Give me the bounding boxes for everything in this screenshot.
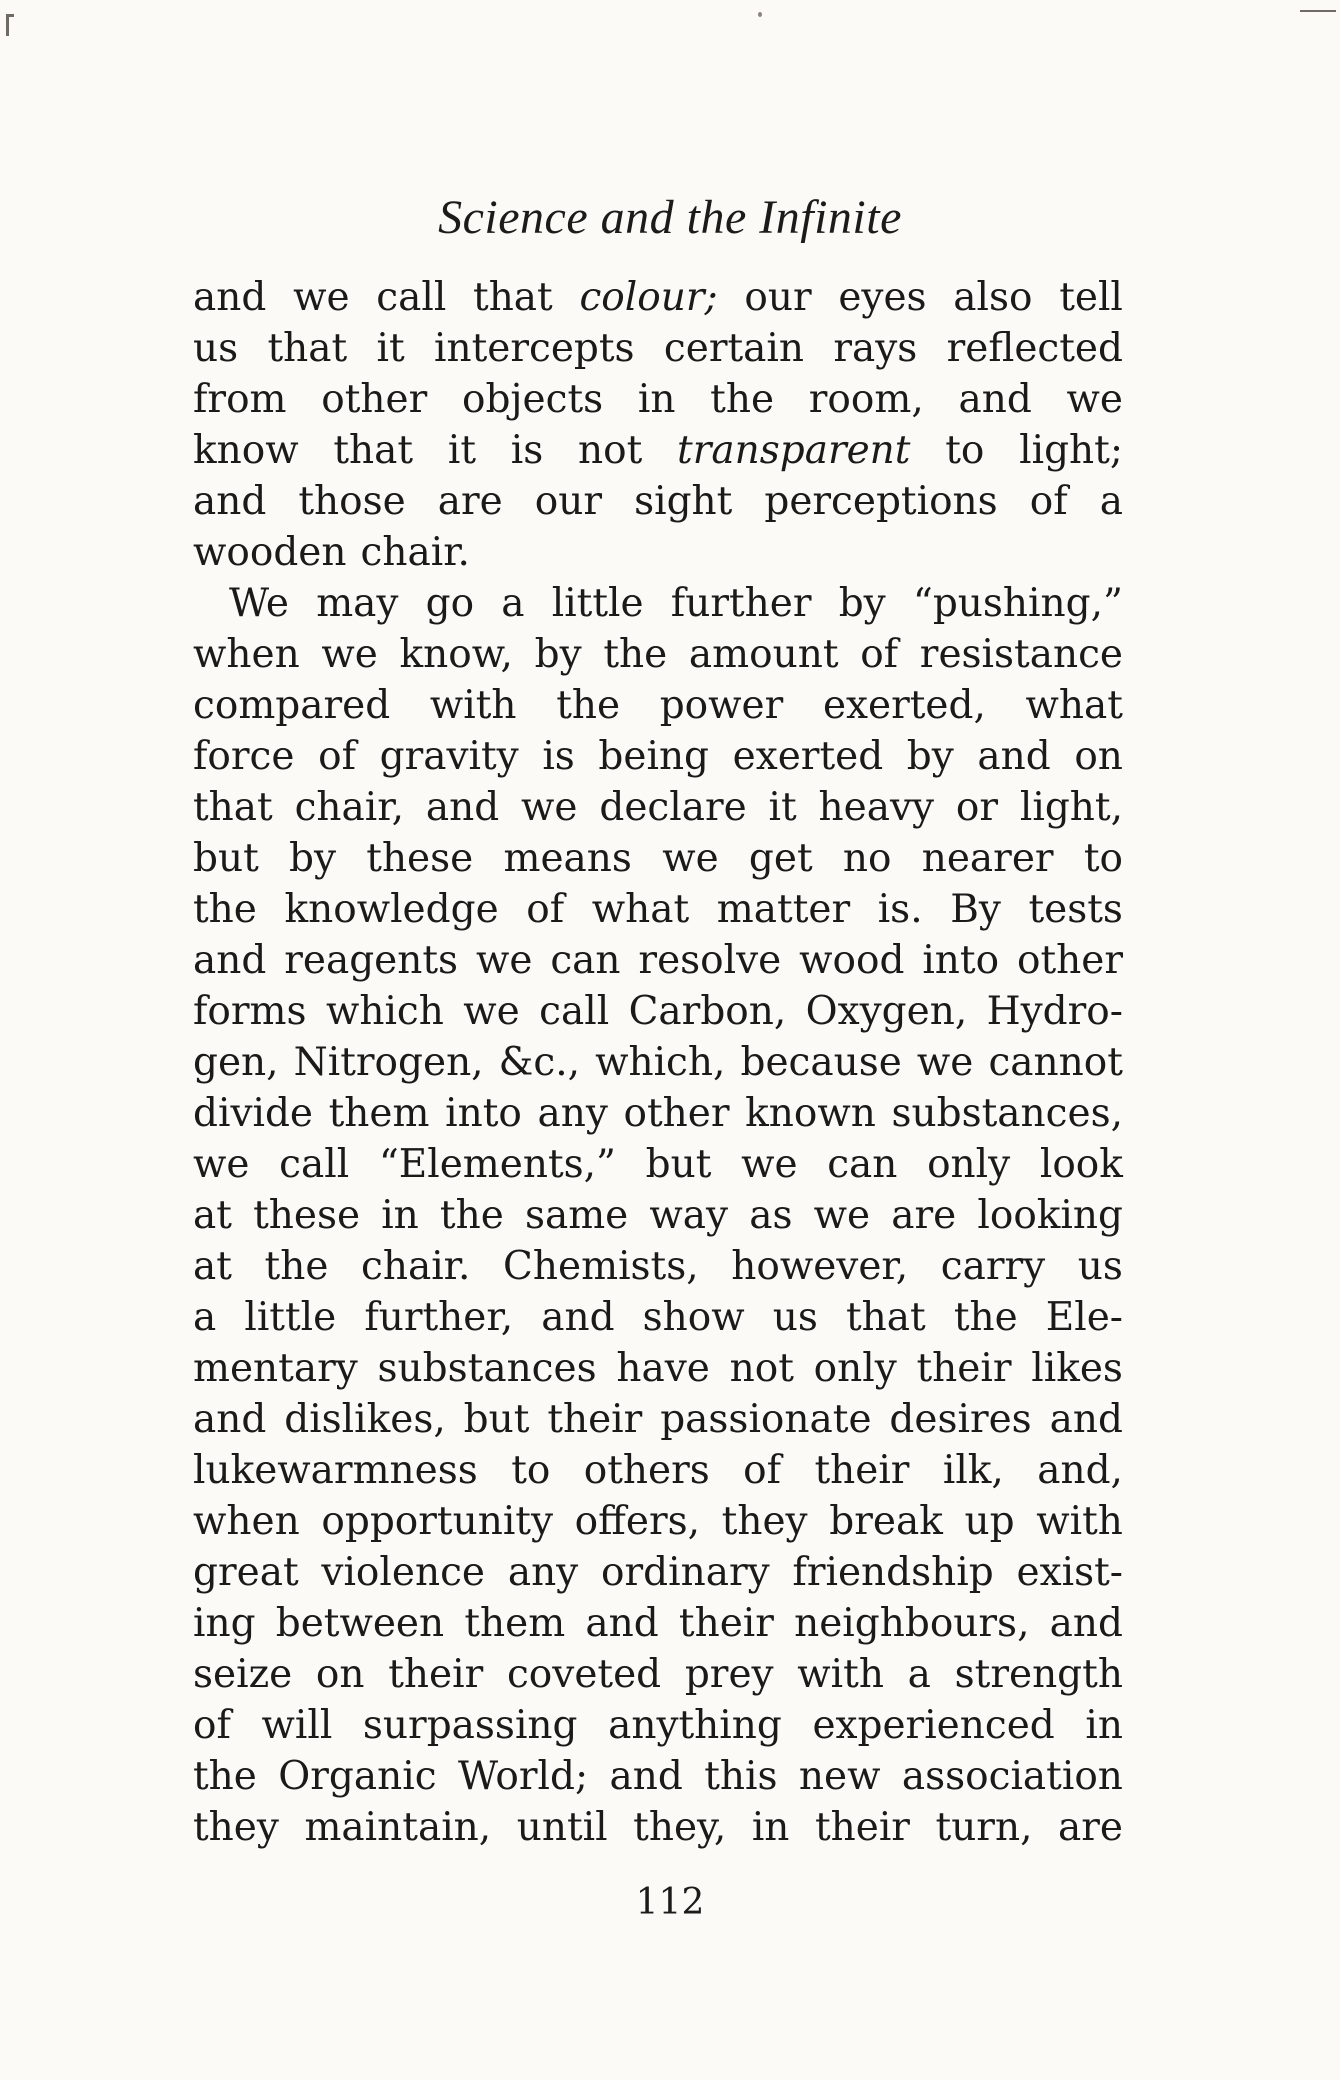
word: resistance	[919, 632, 1123, 677]
word: we	[293, 275, 350, 320]
word: to	[511, 1448, 551, 1493]
word: same	[524, 1193, 629, 1238]
word: those	[298, 479, 406, 524]
word: room,	[808, 377, 924, 422]
text-line	[193, 629, 1123, 680]
word: and	[958, 377, 1032, 422]
word: the	[603, 632, 668, 677]
text-line	[193, 731, 1123, 782]
word: of	[743, 1448, 782, 1493]
word: call	[279, 1142, 350, 1187]
page-number: 112	[635, 1882, 705, 1923]
word: light;	[1019, 428, 1123, 473]
word: by	[289, 836, 337, 881]
word: &c.,	[498, 1040, 581, 1085]
word: tests	[1028, 887, 1123, 932]
word: any	[507, 1550, 579, 1595]
word: the	[439, 1193, 504, 1238]
word: chair.	[360, 530, 470, 575]
word: the	[264, 1244, 329, 1289]
word: from	[193, 377, 287, 422]
word: is	[542, 734, 575, 779]
word: offers,	[574, 1499, 700, 1544]
text-line	[193, 1751, 1123, 1802]
word: ilk,	[942, 1448, 1004, 1493]
word: rays	[833, 326, 918, 371]
word: turn,	[935, 1805, 1033, 1850]
word: further,	[364, 1295, 514, 1340]
text-line	[193, 1496, 1123, 1547]
running-head: Science and the Infinite	[438, 191, 902, 244]
word: because	[740, 1040, 902, 1085]
word: violence	[321, 1550, 486, 1595]
word: power	[659, 683, 784, 728]
word: and,	[1037, 1448, 1123, 1493]
word: in	[751, 1805, 790, 1850]
word: can	[550, 938, 621, 983]
word: call	[539, 989, 610, 1034]
word: that	[473, 275, 553, 320]
word: exerted,	[822, 683, 986, 728]
word: force	[193, 734, 295, 779]
text-line	[193, 935, 1123, 986]
word: declare	[599, 785, 747, 830]
word: of	[860, 632, 899, 677]
word: is.	[877, 887, 923, 932]
word: knowledge	[284, 887, 499, 932]
word: to	[1083, 836, 1123, 881]
word: as	[749, 1193, 793, 1238]
text-line	[193, 680, 1123, 731]
word: they	[721, 1499, 808, 1544]
word: we	[662, 836, 719, 881]
word: we	[193, 1142, 250, 1187]
word: or	[955, 785, 999, 830]
word: but	[193, 836, 259, 881]
word: and	[1049, 1601, 1123, 1646]
word: others	[583, 1448, 710, 1493]
word: dislikes,	[284, 1397, 446, 1442]
word: transparent	[677, 428, 911, 473]
word: what	[1025, 683, 1123, 728]
word: they	[193, 1805, 279, 1850]
word: and	[193, 1397, 267, 1442]
word: and	[425, 785, 500, 830]
word: experienced	[812, 1703, 1055, 1748]
word: and	[977, 734, 1051, 779]
word: are	[437, 479, 503, 524]
word: their	[814, 1805, 910, 1850]
word: gravity	[379, 734, 519, 779]
word: and	[193, 479, 267, 524]
word: break	[829, 1499, 943, 1544]
word: these	[253, 1193, 361, 1238]
word: with	[1036, 1499, 1123, 1544]
word: and	[1049, 1397, 1123, 1442]
word: any	[537, 1091, 608, 1136]
word: show	[642, 1295, 745, 1340]
text-line	[193, 1700, 1123, 1751]
word: which	[325, 989, 444, 1034]
word: mentary	[193, 1346, 358, 1391]
word: wood	[799, 938, 905, 983]
text-line	[193, 1394, 1123, 1445]
word: can	[827, 1142, 898, 1187]
word: by	[838, 581, 886, 626]
word: their	[547, 1397, 643, 1442]
word: it	[768, 785, 797, 830]
word: Oxygen,	[805, 989, 968, 1034]
word: perceptions	[764, 479, 998, 524]
word: exist-	[1016, 1550, 1123, 1595]
word: chair.	[361, 1244, 471, 1289]
scan-mark	[6, 14, 9, 36]
word: amount	[688, 632, 839, 677]
word: neighbours,	[794, 1601, 1030, 1646]
word: know	[193, 428, 299, 473]
word: it	[447, 428, 476, 473]
word: they,	[633, 1805, 727, 1850]
word: strength	[954, 1652, 1123, 1697]
word: of	[1029, 479, 1068, 524]
word: certain	[663, 326, 804, 371]
word: these	[366, 836, 474, 881]
text-line	[193, 272, 1123, 323]
word: in	[637, 377, 676, 422]
word: their	[678, 1601, 774, 1646]
word: a	[501, 581, 525, 626]
word: into	[922, 938, 1000, 983]
word: of	[318, 734, 357, 779]
word: the	[193, 887, 257, 932]
word: our	[744, 275, 812, 320]
word: their	[388, 1652, 484, 1697]
word: this	[704, 1754, 778, 1799]
word: wooden	[193, 530, 347, 575]
text-line	[193, 782, 1123, 833]
word: until	[516, 1805, 608, 1850]
word: up	[964, 1499, 1015, 1544]
word: on	[315, 1652, 365, 1697]
text-line	[193, 1241, 1123, 1292]
word: of	[526, 887, 565, 932]
word: by	[534, 632, 582, 677]
word: gen,	[193, 1040, 279, 1085]
text-line	[193, 323, 1123, 374]
word: also	[953, 275, 1033, 320]
word: ing	[193, 1601, 256, 1646]
word: at	[193, 1193, 232, 1238]
word: only	[927, 1142, 1011, 1187]
text-line	[193, 476, 1123, 527]
text-line	[193, 374, 1123, 425]
word: the	[710, 377, 775, 422]
scan-mark	[1300, 10, 1336, 12]
word: only	[813, 1346, 897, 1391]
word: but	[463, 1397, 530, 1442]
word: coveted	[506, 1652, 662, 1697]
text-line	[193, 986, 1123, 1037]
word: will	[261, 1703, 333, 1748]
word: not	[578, 428, 643, 473]
word: call	[376, 275, 447, 320]
word: seize	[193, 1652, 293, 1697]
word: association	[901, 1754, 1123, 1799]
text-line	[193, 1037, 1123, 1088]
word: nearer	[921, 836, 1054, 881]
word: reflected	[946, 326, 1123, 371]
text-line	[193, 578, 1123, 629]
word: the	[953, 1295, 1018, 1340]
word: is	[510, 428, 544, 473]
word: maintain,	[304, 1805, 492, 1850]
word: chair,	[294, 785, 405, 830]
word: way	[649, 1193, 729, 1238]
text-line	[193, 1802, 1123, 1853]
word: matter	[716, 887, 851, 932]
word: not	[729, 1346, 794, 1391]
word: carry	[940, 1244, 1046, 1289]
word: By	[950, 887, 1001, 932]
word: them	[464, 1601, 566, 1646]
word: substances	[377, 1346, 597, 1391]
word: opportunity	[321, 1499, 553, 1544]
text-line	[193, 884, 1123, 935]
word: “pushing,”	[912, 581, 1123, 626]
word: are	[1058, 1805, 1123, 1850]
body-text	[193, 272, 1123, 1853]
word: that	[333, 428, 414, 473]
word: between	[275, 1601, 445, 1646]
word: their	[916, 1346, 1012, 1391]
word: we	[1066, 377, 1123, 422]
word: heavy	[818, 785, 935, 830]
word: forms	[193, 989, 307, 1034]
word: likes	[1031, 1346, 1123, 1391]
word: however,	[731, 1244, 909, 1289]
text-line	[193, 1598, 1123, 1649]
text-line	[193, 1445, 1123, 1496]
word: at	[193, 1244, 232, 1289]
word: passionate	[660, 1397, 872, 1442]
word: other	[321, 377, 428, 422]
word: a	[1099, 479, 1123, 524]
word: colour;	[579, 275, 718, 320]
word: little	[551, 581, 644, 626]
word: with	[797, 1652, 884, 1697]
word: and	[541, 1295, 615, 1340]
word: that	[193, 785, 273, 830]
word: have	[616, 1346, 710, 1391]
word: that	[267, 326, 348, 371]
word: are	[891, 1193, 957, 1238]
word: us	[772, 1295, 818, 1340]
word: and	[193, 938, 267, 983]
word: when	[193, 1499, 300, 1544]
word: when	[193, 632, 300, 677]
word: looking	[977, 1193, 1123, 1238]
text-line	[193, 1343, 1123, 1394]
word: divide	[193, 1091, 313, 1136]
text-line	[193, 1649, 1123, 1700]
text-line	[193, 425, 1123, 476]
word: which,	[595, 1040, 726, 1085]
text-line	[193, 527, 1123, 578]
word: our	[534, 479, 603, 524]
word: eyes	[838, 275, 927, 320]
word: desires	[889, 1397, 1032, 1442]
word: Ele-	[1045, 1295, 1123, 1340]
word: what	[591, 887, 690, 932]
word: new	[798, 1754, 881, 1799]
word: Hydro-	[986, 989, 1123, 1034]
word: us	[1077, 1244, 1123, 1289]
word: Organic	[278, 1754, 437, 1799]
word: known	[745, 1091, 876, 1136]
word: cannot	[988, 1040, 1123, 1085]
scan-mark	[6, 14, 14, 17]
word: exerted	[732, 734, 884, 779]
text-line	[193, 1190, 1123, 1241]
word: means	[503, 836, 632, 881]
text-line	[193, 1139, 1123, 1190]
word: Carbon,	[628, 989, 787, 1034]
word: other	[623, 1091, 730, 1136]
word: a	[907, 1652, 931, 1697]
word: and	[609, 1754, 683, 1799]
scan-mark	[758, 12, 762, 17]
word: tell	[1059, 275, 1123, 320]
word: anything	[608, 1703, 782, 1748]
word: sight	[634, 479, 733, 524]
word: lukewarmness	[193, 1448, 478, 1493]
text-line	[193, 1292, 1123, 1343]
word: a	[193, 1295, 217, 1340]
word: to	[945, 428, 985, 473]
word: Nitrogen,	[293, 1040, 484, 1085]
word: us	[193, 326, 239, 371]
word: them	[328, 1091, 430, 1136]
word: World;	[457, 1754, 589, 1799]
word: by	[906, 734, 954, 779]
word: Chemists,	[503, 1244, 699, 1289]
word: we	[463, 989, 520, 1034]
word: surpassing	[362, 1703, 578, 1748]
word: substances,	[891, 1091, 1123, 1136]
word: little	[244, 1295, 337, 1340]
word: their	[814, 1448, 910, 1493]
word: the	[193, 1754, 257, 1799]
word: we	[521, 785, 578, 830]
word: we	[813, 1193, 871, 1238]
word: with	[429, 683, 517, 728]
word: that	[846, 1295, 926, 1340]
word: friendship	[792, 1550, 994, 1595]
text-line	[193, 1547, 1123, 1598]
word: light,	[1019, 785, 1123, 830]
word: on	[1074, 734, 1123, 779]
word: compared	[193, 683, 391, 728]
word: prey	[684, 1652, 774, 1697]
word: know,	[399, 632, 513, 677]
word: being	[598, 734, 710, 779]
word: and	[585, 1601, 659, 1646]
word: objects	[461, 377, 604, 422]
word: we	[741, 1142, 798, 1187]
word: into	[445, 1091, 522, 1136]
word: intercepts	[434, 326, 635, 371]
word: in	[1085, 1703, 1123, 1748]
word: we	[475, 938, 533, 983]
word: great	[193, 1550, 299, 1595]
word: other	[1016, 938, 1123, 983]
word: we	[916, 1040, 974, 1085]
word: no	[842, 836, 892, 881]
word: the	[556, 683, 621, 728]
word: ordinary	[601, 1550, 770, 1595]
word: of	[193, 1703, 231, 1748]
text-line	[193, 1088, 1123, 1139]
word: further	[670, 581, 812, 626]
word: may	[316, 581, 399, 626]
text-line	[193, 833, 1123, 884]
word: We	[229, 581, 289, 626]
word: get	[748, 836, 813, 881]
word: look	[1039, 1142, 1123, 1187]
word: resolve	[638, 938, 782, 983]
word: we	[321, 632, 378, 677]
word: in	[381, 1193, 419, 1238]
word: and	[193, 275, 267, 320]
word: reagents	[284, 938, 459, 983]
word: “Elements,”	[378, 1142, 616, 1187]
word: but	[645, 1142, 712, 1187]
word: it	[376, 326, 405, 371]
word: go	[425, 581, 475, 626]
